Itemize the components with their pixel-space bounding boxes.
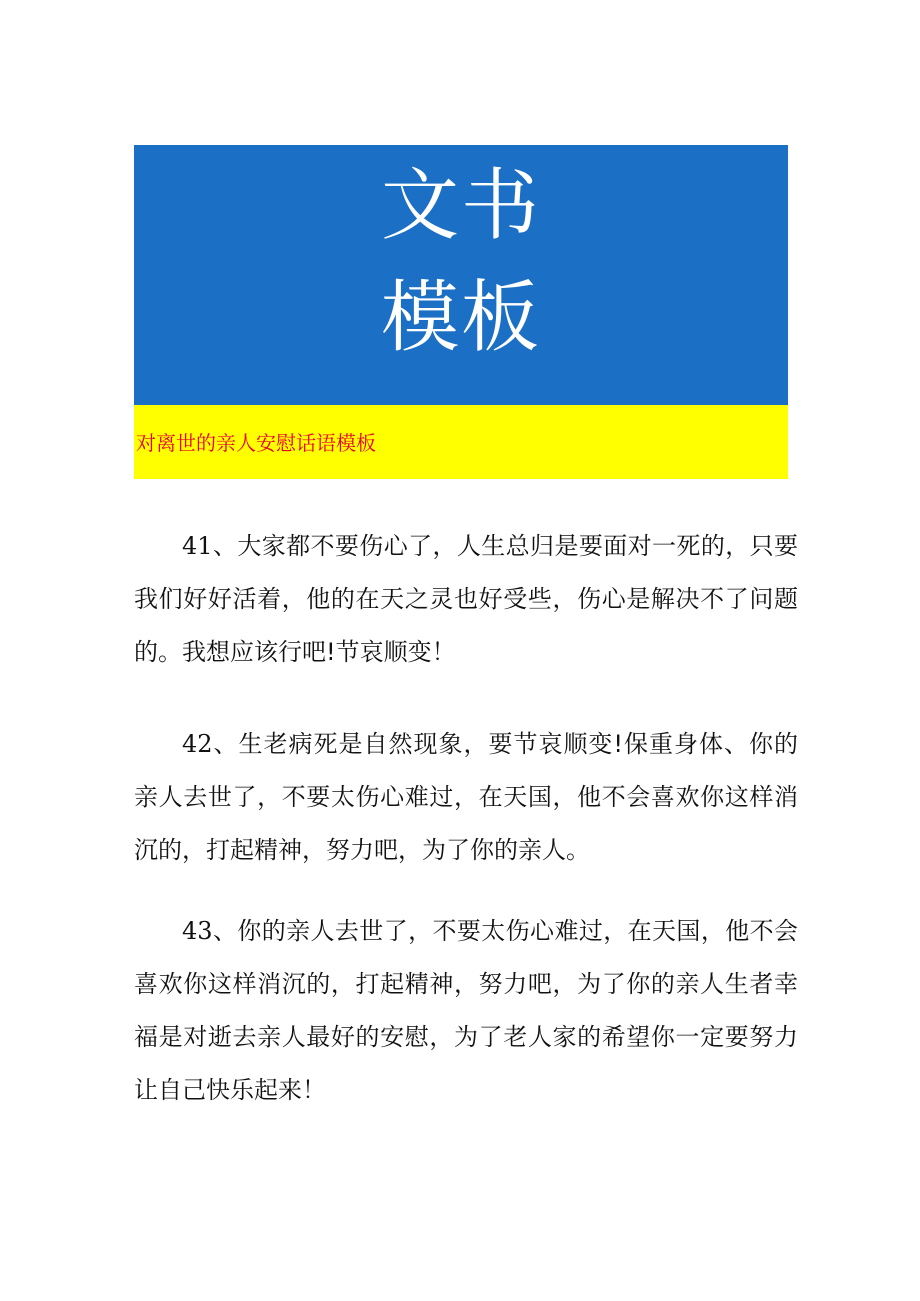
subtitle-band [134,405,788,479]
paragraph-text: 、大家都不要伤心了，人生总归是要面对一死的，只要我们好好活着，他的在天之灵也好受些，伤心是解决不了问题的。我想应该行吧!节哀顺变！ [134,532,798,666]
paragraph-41 [134,520,798,679]
cover-title-line-2: 模板 [380,273,541,363]
document-subtitle: 对离世的亲人安慰话语模板 [136,431,376,455]
paragraph-42 [134,718,798,877]
paragraph-number: 41 [182,532,213,560]
paragraph-43 [134,905,798,1117]
paragraph-text: 、生老病死是自然现象，要节哀顺变!保重身体、你的亲人去世了，不要太伤心难过，在天国，他不会喜欢你这样消沉的，打起精神，努力吧，为了你的亲人。 [134,730,798,864]
paragraph-text: 、你的亲人去世了，不要太伤心难过，在天国，他不会喜欢你这样消沉的，打起精神，努力吧，为了你的亲人生者幸福是对逝去亲人最好的安慰，为了老人家的希望你一定要努力让自己快乐起来！ [134,917,798,1104]
cover-title-line-1: 文书 [380,161,541,251]
paragraph-number: 43 [182,917,213,945]
paragraph-number: 42 [182,730,213,758]
